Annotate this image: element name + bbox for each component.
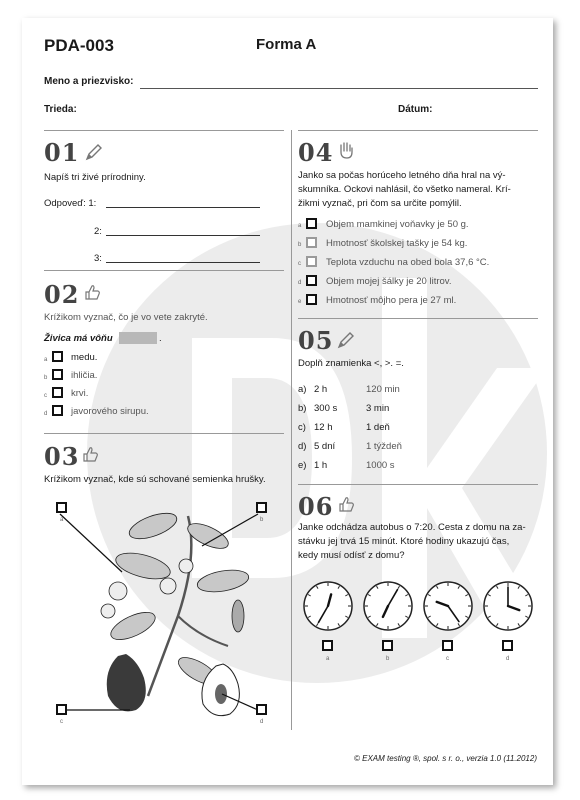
option-letter: a <box>298 223 302 229</box>
row-right: 1 týždeň <box>366 441 402 452</box>
row-label: a) <box>298 384 307 395</box>
q01-instruction: Napíš tri živé prírodniny. <box>44 172 146 183</box>
checkbox-q03-b[interactable] <box>256 502 267 513</box>
name-label: Meno a priezvisko: <box>44 76 134 87</box>
pencil-icon <box>84 142 104 162</box>
option-text: Objem mamkinej voňavky je 50 g. <box>326 219 469 230</box>
row-left: 2 h <box>314 384 328 395</box>
option-text: Hmotnosť môjho pera je 27 ml. <box>326 295 457 306</box>
option-letter: d <box>44 411 48 417</box>
divider <box>298 130 538 131</box>
checkbox-q03-a[interactable] <box>56 502 67 513</box>
q06-text-line3: kedy musí odísť z domu? <box>298 550 405 561</box>
option-letter: b <box>298 242 302 248</box>
row-left: 5 dní <box>314 441 336 452</box>
leader-lines <box>52 496 292 726</box>
divider <box>44 433 284 434</box>
q01-line3-label: 3: <box>94 253 102 264</box>
q02-sentence: Živica má vôňu <box>44 333 113 344</box>
thumb-icon <box>82 282 102 302</box>
checkbox-q04-d[interactable] <box>306 275 317 286</box>
clock-face-d <box>482 580 534 632</box>
worksheet <box>22 18 553 785</box>
checkbox-q06-c[interactable] <box>442 640 453 651</box>
question-number: 05 <box>298 326 334 355</box>
question-number: 02 <box>44 280 80 309</box>
checkbox-q04-e[interactable] <box>306 294 317 305</box>
hand-icon <box>336 140 356 160</box>
clock-face-b <box>362 580 414 632</box>
question-number: 04 <box>298 138 334 167</box>
q06-text-line1: Janke odchádza autobus o 7:20. Cesta z domu na za- <box>298 522 526 533</box>
row-right: 1 deň <box>366 422 390 433</box>
date-label: Dátum: <box>398 104 433 115</box>
question-number: 06 <box>298 492 334 521</box>
form-label: Forma A <box>256 36 317 53</box>
option-letter: b <box>260 517 264 523</box>
clock-face-a <box>302 580 354 632</box>
checkbox-q02-b[interactable] <box>52 369 63 380</box>
option-letter: d <box>260 719 264 725</box>
row-right: 120 min <box>366 384 400 395</box>
row-left: 12 h <box>314 422 333 433</box>
option-letter: c <box>60 719 63 725</box>
row-left: 300 s <box>314 403 338 414</box>
checkbox-q02-a[interactable] <box>52 351 63 362</box>
option-letter: c <box>44 393 47 399</box>
option-letter: d <box>298 280 302 286</box>
checkbox-q02-d[interactable] <box>52 405 63 416</box>
answer-line-3[interactable] <box>106 262 260 263</box>
row-label: d) <box>298 441 307 452</box>
checkbox-q06-a[interactable] <box>322 640 333 651</box>
row-label: b) <box>298 403 307 414</box>
name-field[interactable] <box>140 88 538 89</box>
footer-copyright: © EXAM testing ®, spol. s r. o., verzia 1.0 (11.2012) <box>354 754 537 763</box>
checkbox-q02-c[interactable] <box>52 387 63 398</box>
answer-line-2[interactable] <box>106 235 260 236</box>
checkbox-q04-c[interactable] <box>306 256 317 267</box>
hidden-word-blank <box>119 332 157 344</box>
q01-line2-label: 2: <box>94 226 102 237</box>
option-letter: e <box>298 299 302 305</box>
row-label: c) <box>298 422 306 433</box>
option-text: krvi. <box>71 388 89 399</box>
row-label: e) <box>298 460 307 471</box>
q06-text-line2: stávku jej trvá 15 minút. Ktoré hodiny ukazujú čas, <box>298 536 510 547</box>
row-left: 1 h <box>314 460 328 471</box>
checkbox-q03-d[interactable] <box>256 704 267 715</box>
checkbox-q04-b[interactable] <box>306 237 317 248</box>
divider <box>44 130 284 131</box>
option-letter: b <box>386 656 390 662</box>
q04-intro-line2: skumníka. Ockovi nahlásil, čo všetko nameral. Krí- <box>298 184 511 195</box>
option-letter: a <box>60 517 64 523</box>
q03-instruction: Krížikom vyznač, kde sú schované semienka hrušky. <box>44 474 266 485</box>
checkbox-q03-c[interactable] <box>56 704 67 715</box>
option-text: javorového sirupu. <box>71 406 149 417</box>
clock-face-c <box>422 580 474 632</box>
option-text: medu. <box>71 352 98 363</box>
checkbox-q06-b[interactable] <box>382 640 393 651</box>
question-number: 03 <box>44 442 80 471</box>
option-letter: c <box>446 656 449 662</box>
checkbox-q06-d[interactable] <box>502 640 513 651</box>
option-text: Teplota vzduchu na obed bola 37,6 °C. <box>326 257 490 268</box>
thumb-icon <box>80 444 100 464</box>
option-letter: b <box>44 375 48 381</box>
q04-intro-line3: žikmi vyznač, pri čom sa určite pomýlil. <box>298 198 462 209</box>
divider <box>298 484 538 485</box>
class-label: Trieda: <box>44 104 77 115</box>
question-number: 01 <box>44 138 80 167</box>
thumb-icon <box>336 494 356 514</box>
option-letter: a <box>326 656 330 662</box>
test-code: PDA-003 <box>44 36 114 55</box>
row-right: 3 min <box>366 403 390 414</box>
divider <box>298 318 538 319</box>
option-letter: a <box>44 357 48 363</box>
option-letter: d <box>506 656 510 662</box>
q04-intro-line1: Janko sa počas horúceho letného dňa hral na vý- <box>298 170 506 181</box>
pencil-icon <box>336 330 356 350</box>
q02-sentence-dot: . <box>159 333 162 344</box>
row-right: 1000 s <box>366 460 395 471</box>
divider <box>44 270 284 271</box>
answer-line-1[interactable] <box>106 207 260 208</box>
q01-answer-label: Odpoveď: 1: <box>44 198 97 209</box>
option-text: ihličia. <box>71 370 98 381</box>
q02-instruction: Krížikom vyznač, čo je vo vete zakryté. <box>44 312 208 323</box>
checkbox-q04-a[interactable] <box>306 218 317 229</box>
option-letter: c <box>298 261 301 267</box>
option-text: Objem mojej šálky je 20 litrov. <box>326 276 452 287</box>
option-text: Hmotnosť školskej tašky je 54 kg. <box>326 238 468 249</box>
q05-instruction: Doplň znamienka <, >. =. <box>298 358 404 369</box>
